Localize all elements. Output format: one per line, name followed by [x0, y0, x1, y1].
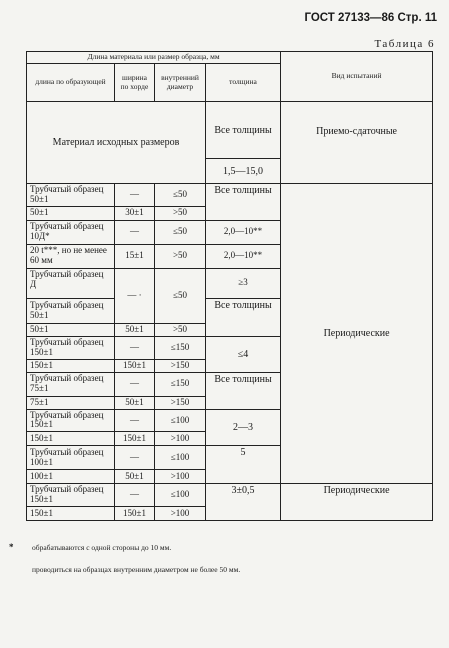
table-cell-length: Трубчатый образец 100±1: [27, 446, 115, 470]
table-cell-thickness: 2,0—10**: [206, 220, 281, 244]
header-group: Длина материала или размер образца, мм: [27, 52, 281, 64]
table-cell-diameter: ≤100: [155, 409, 206, 432]
table-cell-width: —: [115, 336, 155, 359]
header-thickness: толщина: [206, 64, 281, 102]
table-cell-width: — ·: [115, 268, 155, 323]
table-cell-width: 150±1: [115, 432, 155, 446]
table-cell-width: —: [115, 409, 155, 432]
table-cell-width: 50±1: [115, 323, 155, 336]
table-cell-width: 150±1: [115, 359, 155, 372]
table-cell-length: Трубчатый образец 150±1: [27, 409, 115, 432]
table-cell-thickness: ≥3: [206, 268, 281, 298]
table-cell-thickness: Все толщины: [206, 184, 281, 221]
table-cell-width: 150±1: [115, 507, 155, 521]
table-cell-length: Трубчатый образец Д: [27, 268, 115, 298]
table-cell-thickness: ≤4: [206, 336, 281, 372]
table-cell-length: 150±1: [27, 507, 115, 521]
table-cell-length: Трубчатый образец 150±1: [27, 484, 115, 507]
table-cell-width: —: [115, 184, 155, 207]
footnote-mark: *: [9, 542, 14, 552]
material-label: Материал исходных размеров: [27, 102, 206, 184]
table-cell-length: 50±1: [27, 206, 115, 220]
table-cell-diameter: >100: [155, 432, 206, 446]
table-cell-diameter: ≤50: [155, 268, 206, 323]
table-cell-width: —: [115, 220, 155, 244]
table-cell-diameter: ≤150: [155, 336, 206, 359]
table-cell-width: 15±1: [115, 244, 155, 268]
table-cell-thickness: 3±0,5: [206, 484, 281, 521]
test-periodic-2: Периодические: [281, 484, 433, 521]
table-cell-diameter: >50: [155, 244, 206, 268]
table-cell-width: 50±1: [115, 396, 155, 409]
table-cell-width: —: [115, 372, 155, 396]
table-cell-diameter: ≤100: [155, 446, 206, 470]
table-cell-diameter: >150: [155, 359, 206, 372]
table-cell-diameter: ≤100: [155, 484, 206, 507]
table-cell-diameter: >100: [155, 507, 206, 521]
table-cell-diameter: >100: [155, 470, 206, 484]
table-cell-thickness: 2—3: [206, 409, 281, 446]
table-cell-length: Трубчатый образец 75±1: [27, 372, 115, 396]
table-cell-thickness: 2,0—10**: [206, 244, 281, 268]
table-cell-width: —: [115, 484, 155, 507]
footnote-2: проводиться на образцах внутренним диаметром не более 50 мм.: [32, 565, 241, 574]
header-diameter: внутренний диаметр: [155, 64, 206, 102]
table-cell-diameter: ≤50: [155, 184, 206, 207]
table-cell-diameter: >150: [155, 396, 206, 409]
header-width: ширина по хорде: [115, 64, 155, 102]
header-test: Вид испытаний: [281, 52, 433, 102]
table-cell-width: —: [115, 446, 155, 470]
table-cell-length: 75±1: [27, 396, 115, 409]
table-cell-width: 30±1: [115, 206, 155, 220]
table-cell-length: 100±1: [27, 470, 115, 484]
table-cell-diameter: >50: [155, 206, 206, 220]
table-caption: Таблица 6: [374, 38, 435, 50]
table-cell-diameter: >50: [155, 323, 206, 336]
table-cell-length: 50±1: [27, 323, 115, 336]
footnote-1: обрабатываются с одной стороны до 10 мм.: [32, 543, 172, 552]
table-cell-length: 20 t***, но не менее 60 мм: [27, 244, 115, 268]
material-thickness-range: 1,5—15,0: [206, 159, 281, 184]
test-acceptance-1: Приемо-сдаточные: [281, 102, 433, 184]
table-cell-thickness: 5: [206, 446, 281, 484]
table-cell-length: 150±1: [27, 432, 115, 446]
table-cell-diameter: ≤50: [155, 220, 206, 244]
test-periodic-1: Периодические: [281, 184, 433, 484]
table-cell-length: Трубчатый образец 150±1: [27, 336, 115, 359]
specimen-size-table: [26, 51, 433, 521]
page-header: ГОСТ 27133—86 Стр. 11: [304, 12, 437, 24]
table-cell-length: 150±1: [27, 359, 115, 372]
table-cell-length: Трубчатый образец 50±1: [27, 184, 115, 207]
table-cell-length: Трубчатый образец 50±1: [27, 298, 115, 323]
header-length: длина по образующей: [27, 64, 115, 102]
table-cell-width: 50±1: [115, 470, 155, 484]
table-cell-thickness: Все толщины: [206, 372, 281, 409]
table-cell-diameter: ≤150: [155, 372, 206, 396]
table-cell-length: Трубчатый образец 10Д*: [27, 220, 115, 244]
table-cell-thickness: Все толщины: [206, 298, 281, 336]
material-thickness-all: Все толщины: [206, 102, 281, 159]
